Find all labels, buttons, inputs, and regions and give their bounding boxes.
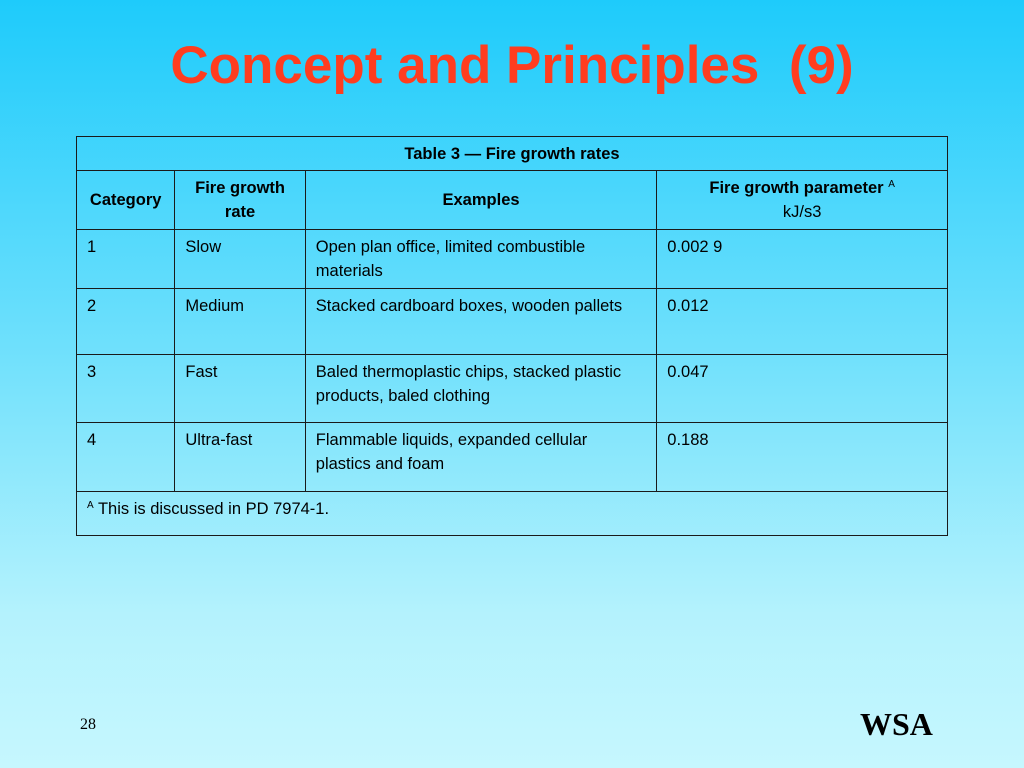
cell-examples: Flammable liquids, expanded cellular plastics and foam bbox=[305, 423, 656, 492]
cell-category: 3 bbox=[77, 355, 175, 423]
table-row bbox=[77, 230, 948, 289]
fire-growth-rates-table bbox=[76, 136, 948, 536]
header-parameter-unit: kJ/s3 bbox=[782, 203, 822, 221]
footnote-mark: A bbox=[87, 500, 94, 511]
table-header-row bbox=[77, 171, 948, 230]
table-row bbox=[77, 289, 948, 355]
cell-category: 1 bbox=[77, 230, 175, 289]
table-caption-row bbox=[77, 137, 948, 171]
header-fire-growth-rate: Fire growth rate bbox=[175, 171, 305, 230]
table-row bbox=[77, 423, 948, 492]
header-parameter-footnote-mark: A bbox=[888, 179, 895, 190]
wsa-logo: WSA bbox=[860, 706, 933, 742]
cell-parameter: 0.188 bbox=[657, 423, 948, 492]
cell-rate: Medium bbox=[175, 289, 305, 355]
cell-rate: Ultra-fast bbox=[175, 423, 305, 492]
header-category: Category bbox=[77, 171, 175, 230]
cell-examples: Baled thermoplastic chips, stacked plastic products, baled clothing bbox=[305, 355, 656, 423]
cell-category: 4 bbox=[77, 423, 175, 492]
table-row bbox=[77, 355, 948, 423]
cell-parameter: 0.012 bbox=[657, 289, 948, 355]
header-fire-growth-parameter bbox=[657, 171, 948, 230]
table-caption: Table 3 — Fire growth rates bbox=[77, 137, 948, 171]
cell-examples: Stacked cardboard boxes, wooden pallets bbox=[305, 289, 656, 355]
header-parameter-label: Fire growth parameter bbox=[709, 179, 884, 197]
footnote-text: This is discussed in PD 7974-1. bbox=[93, 500, 330, 518]
cell-category: 2 bbox=[77, 289, 175, 355]
table-footnote-row bbox=[77, 492, 948, 536]
cell-rate: Slow bbox=[175, 230, 305, 289]
header-examples: Examples bbox=[305, 171, 656, 230]
table-footnote bbox=[77, 492, 948, 536]
cell-rate: Fast bbox=[175, 355, 305, 423]
cell-examples: Open plan office, limited combustible materials bbox=[305, 230, 656, 289]
cell-parameter: 0.002 9 bbox=[657, 230, 948, 289]
page-number: 28 bbox=[80, 716, 96, 733]
cell-parameter: 0.047 bbox=[657, 355, 948, 423]
slide-title: Concept and Principles (9) bbox=[170, 36, 854, 95]
